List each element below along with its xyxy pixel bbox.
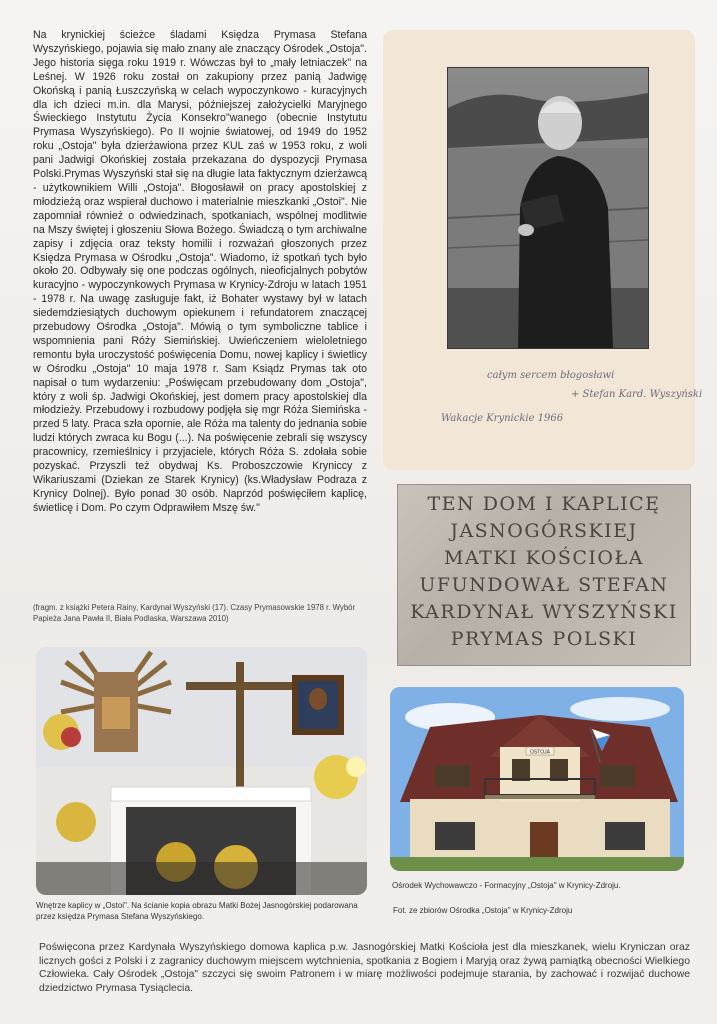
dedication-date: Wakacje Krynickie 1966 bbox=[441, 413, 564, 424]
chapel-caption: Wnętrze kaplicy w „Ostoi". Na ścianie kopia obrazu Matki Bożej Jasnogórskiej podarowana przez księdza Prymasa Stefana Wyszyńskiego. bbox=[36, 901, 358, 921]
house-sign: OSTOJA bbox=[530, 749, 550, 756]
plaque-line: MATKI KOŚCIOŁA bbox=[444, 547, 644, 569]
portrait-photo bbox=[447, 67, 649, 349]
plaque-line: TEN DOM I KAPLICĘ bbox=[427, 493, 661, 515]
plaque-line: PRYMAS POLSKI bbox=[450, 628, 638, 650]
stone-plaque bbox=[397, 484, 691, 666]
photo-credit: Fot. ze zbiorów Ośrodka „Ostoja" w Krynicy-Zdroju bbox=[393, 906, 573, 915]
chapel-photo bbox=[36, 647, 367, 895]
closing-paragraph: Poświęcona przez Kardynała Wyszyńskiego domowa kaplica p.w. Jasnogórskiej Matki Kościoła jest dla mieszkanek, wielu Kryniczan oraz licznych gości z Polski i z zagranicy duchowym miejscem wytchnienia, spotkania z Bogiem i Maryją oraz żywą pamiątką obecności Wielkiego Człowieka. Cały Ośrodek „Ostoja" szczyci się swoim Patronem i w miarę możliwości podejmuje starania, by zachować i rozwijać duchowe dziedzictwo Prymasa Tysiąclecia. bbox=[39, 942, 690, 994]
dedication-line-1: całym sercem błogosławi bbox=[487, 370, 615, 381]
signature: + Stefan Kard. Wyszyński bbox=[571, 389, 703, 400]
plaque-line: JASNOGÓRSKIEJ bbox=[450, 520, 638, 542]
plaque-line: UFUNDOWAŁ STEFAN bbox=[419, 574, 669, 596]
house-caption: Ośrodek Wychowawczo - Formacyjny „Ostoja" w Krynicy-Zdroju. bbox=[392, 881, 621, 890]
main-article-text: Na krynickiej ścieżce śladami Księdza Prymasa Stefana Wyszyńskiego, pojawia się mało znany ale znaczący Ośrodek „Ostoja". Jego historia sięga roku 1919 r. Wówczas był to „mały letniaczek" na Leśnej. W 1926 roku został on zakupiony przez panią Jadwigę Okońską i panią Łuszczyńską w celach wypoczynkowo - kuracyjnych dla ich dzieci m.in. dla Marysi, późniejszej założycielki Maryjnego Świeckiego Instytutu Życia Konsekro"wanego (obecnie Instytutu Prymasa Wyszyńskiego). Po II wojnie światowej, od 1949 do 1952 roku „Ostoja" była dzierżawiona przez KUL zaś w 1953 roku, z woli pani Jadwigi Okońskiej została przekazana do dyspozycji Prymasa Polski.Prymas Wyszyński stał się na długie lata faktycznym dzierżawcą - użytkownikiem Willi „Ostoja". Błogosławił on pracy apostolskiej z młodzieżą oraz wspierał duchowo i materialnie mieszkanki „Ostoi". Nie zapomniał również o odwiedzinach, spotkaniach, wspólnej modlitwie na Mszy świętej i głoszeniu Słowa Bożego. Świadczą o tym archiwalne zapisy i zdjęcia oraz teksty homilii i rozważań głoszonych przez Księdza Prymasa w Ośrodku „Ostoja". Wiadomo, iż spotkań tych było około 20. Odbywały się one podczas ogólnych, nieoficjalnych pobytów kuracyjno - wypoczynkowych Prymasa w Krynicy-Zdroju w latach 1951 - 1978 r. Na uwagę zasługuje fakt, iż Bohater wystawy był w latach siedemdziesiątych duchowym opiekunem i refundatorem znaczącej przebudowy Ośrodka „Ostoja". Mówią o tym symboliczne tablice i wspomnienia pani Róży Siemińskiej. Uwieńczeniem wieloletniego remontu była uroczystość poświęcenia Domu, nowej kaplicy i świetlicy w Ośrodku „Ostoja" 10 maja 1978 r. Sam Ksiądz Prymas tak oto napisał o tum wydarzeniu: „Poświęcam przebudowany dom „Ostoja", który z woli śp. Jadwigi Okońskiej, jest domem pracy apostolskiej dla młodzieży. Przebudowy i rozbudowy podjęła się mgr Róża Siemińska - przed 5 laty. Praca szła opornie, ale Róża ma talenty do jednania sobie ludzi których zwraca ku Bogu (...). Na poświęcenie zebrali się wszyscy pracownicy, rzemieślnicy i przyjaciele, których Róża S. zdołała sobie pozyskać. Przyszli też obydwaj Ks. Proboszczowie Kryniccy z Wikariuszami (Dziekan ze Starek Krynicy) (ks.Władysław Podraza z Krynicy Dolnej). Było ponad 30 osób. Naprzód poświęciłem kaplicę, świetlicę i Dom. Po czym Odprawiłem Mszę św." bbox=[33, 29, 367, 514]
citation: (fragm. z książki Petera Rainy, Kardynał Wyszyński (17). Czasy Prymasowskie 1978 r. Wybór Papieża Jana Pawła II, Biała Podlaska, Warszawa 2010) bbox=[33, 603, 356, 623]
house-photo bbox=[390, 687, 684, 871]
plaque-line: KARDYNAŁ WYSZYŃSKI bbox=[410, 601, 678, 623]
